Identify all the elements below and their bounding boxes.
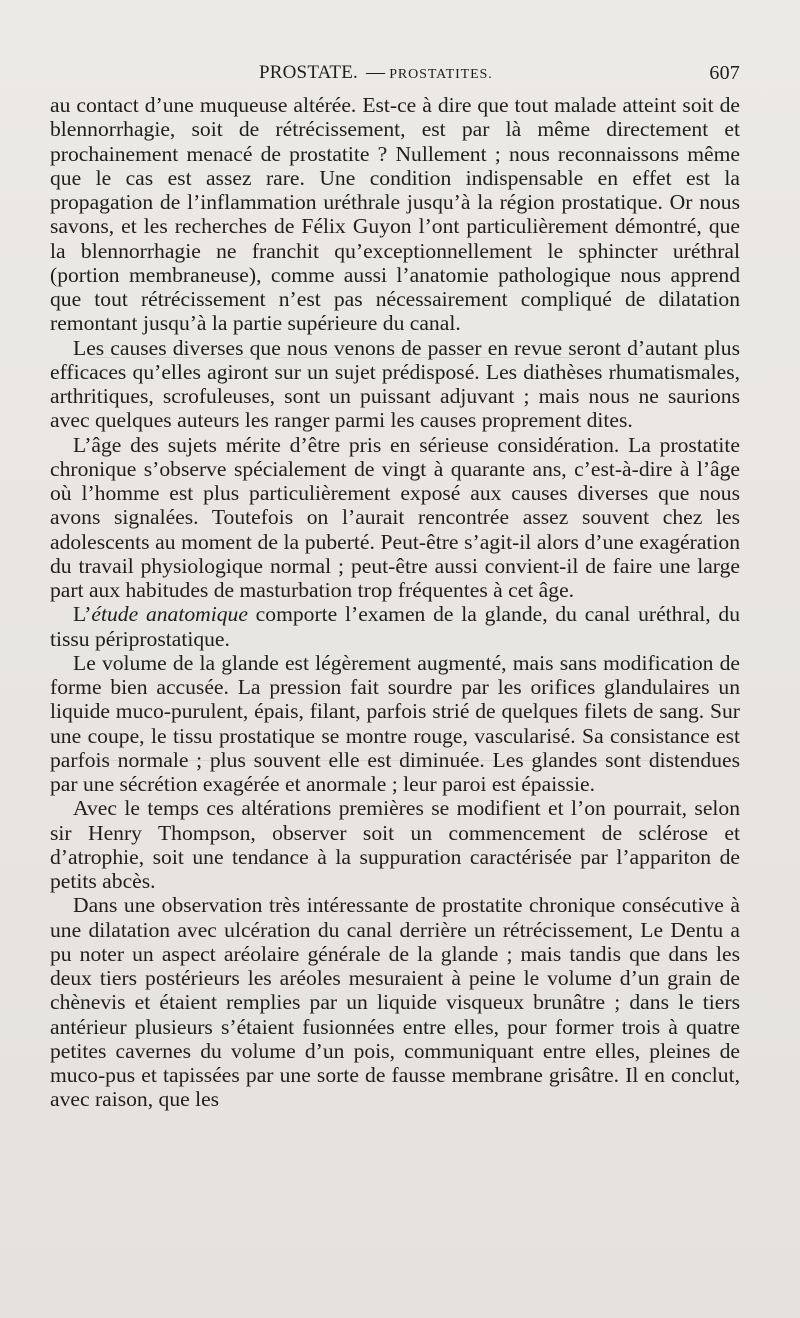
paragraph	[50, 602, 740, 651]
paragraph-prefix: L’	[73, 602, 92, 627]
running-header	[50, 62, 740, 86]
paragraph: Le volume de la glande est légèrement augmenté, mais sans modification de forme bien accusée. La pression fait sourdre par les orifices glandulaires un liquide muco-purulent, épais, filant, parfois strié de quelques filets de sang. Sur une coupe, le tissu prostatique se montre rouge, vascularisé. Sa consistance est parfois normale ; plus souvent elle est diminuée. Les glandes sont distendues par une sécrétion exagérée et anormale ; leur paroi est épaissie.	[50, 650, 740, 796]
paragraph: Les causes diverses que nous venons de passer en revue seront d’autant plus efficaces qu’elles agiront sur un sujet prédisposé. Les diathèses rhumatismales, arthritiques, scrofuleuses, sont un puissant adjuvant ; mais nous ne saurions avec quelques auteurs les ranger parmi les causes proprement dites.	[50, 335, 740, 433]
paragraph-remainder: comporte l’examen de la glande, du canal uréthral, du tissu périprostatique.	[50, 602, 740, 651]
page-number: 607	[709, 62, 740, 84]
body-text	[50, 93, 740, 1112]
paragraph: Dans une observation très intéressante de prostatite chronique consécutive à une dilatation avec ulcération du canal derrière un rétrécissement, Le Dentu a pu noter un aspect aréolaire générale de la glande ; mais tandis que dans les deux tiers postérieurs les aréoles mesuraient à peine le volume d’un grain de chènevis et étaient remplies par un liquide visqueux brunâtre ; dans le tiers antérieur plusieurs s’étaient fusionnées entre elles, pour former trois à quatre petites cavernes du volume d’un pois, communiquant entre elles, pleines de muco-pus et tapissées par une sorte de fausse membrane grisâtre. Il en conclut, avec raison, que les	[50, 893, 740, 1112]
running-title	[259, 62, 493, 84]
paragraph: au contact d’une muqueuse altérée. Est-ce à dire que tout malade atteint soit de blennorrhagie, soit de rétrécissement, est par là même directement et prochainement menacé de prostatite ? Nullement ; nous reconnaissons même que le cas est assez rare. Une condition indispensable en effet est la propagation de l’inflammation uréthrale jusqu’à la région prostatique. Or nous savons, et les recherches de Félix Guyon l’ont particulièrement démontré, que la blennorrhagie ne franchit qu’exceptionnellement le sphincter uréthral (portion membraneuse), comme aussi l’anatomie pathologique nous apprend que tout rétrécissement n’est pas nécessairement compliqué de dilatation remontant jusqu’à la partie supérieure du canal.	[50, 93, 740, 336]
paragraph: L’âge des sujets mérite d’être pris en sérieuse considération. La prostatite chronique s’observe spécialement de vingt à quarante ans, c’est-à-dire à l’âge où l’homme est plus particulièrement exposé aux causes diverses que nous avons signalées. Toutefois on l’aurait rencontrée assez souvent chez les adolescents au moment de la puberté. Peut-être s’agit-il alors d’une exagération du travail physiologique normal ; peut-être aussi convient-il de faire une large part aux habitudes de masturbation trop fréquentes à cet âge.	[50, 432, 740, 602]
paragraph: Avec le temps ces altérations premières se modifient et l’on pourrait, selon sir Henry Thompson, observer soit un commencement de sclérose et d’atrophie, soit une tendance à la suppuration caractérisée par l’appariton de petits abcès.	[50, 796, 740, 893]
section-title: PROSTATITES.	[389, 67, 493, 82]
chapter-title: PROSTATE.	[259, 62, 358, 83]
header-dash: —	[366, 62, 386, 83]
show-through-line	[90, 760, 720, 761]
show-through-line	[90, 357, 720, 358]
italic-phrase: étude anatomique	[91, 602, 248, 627]
